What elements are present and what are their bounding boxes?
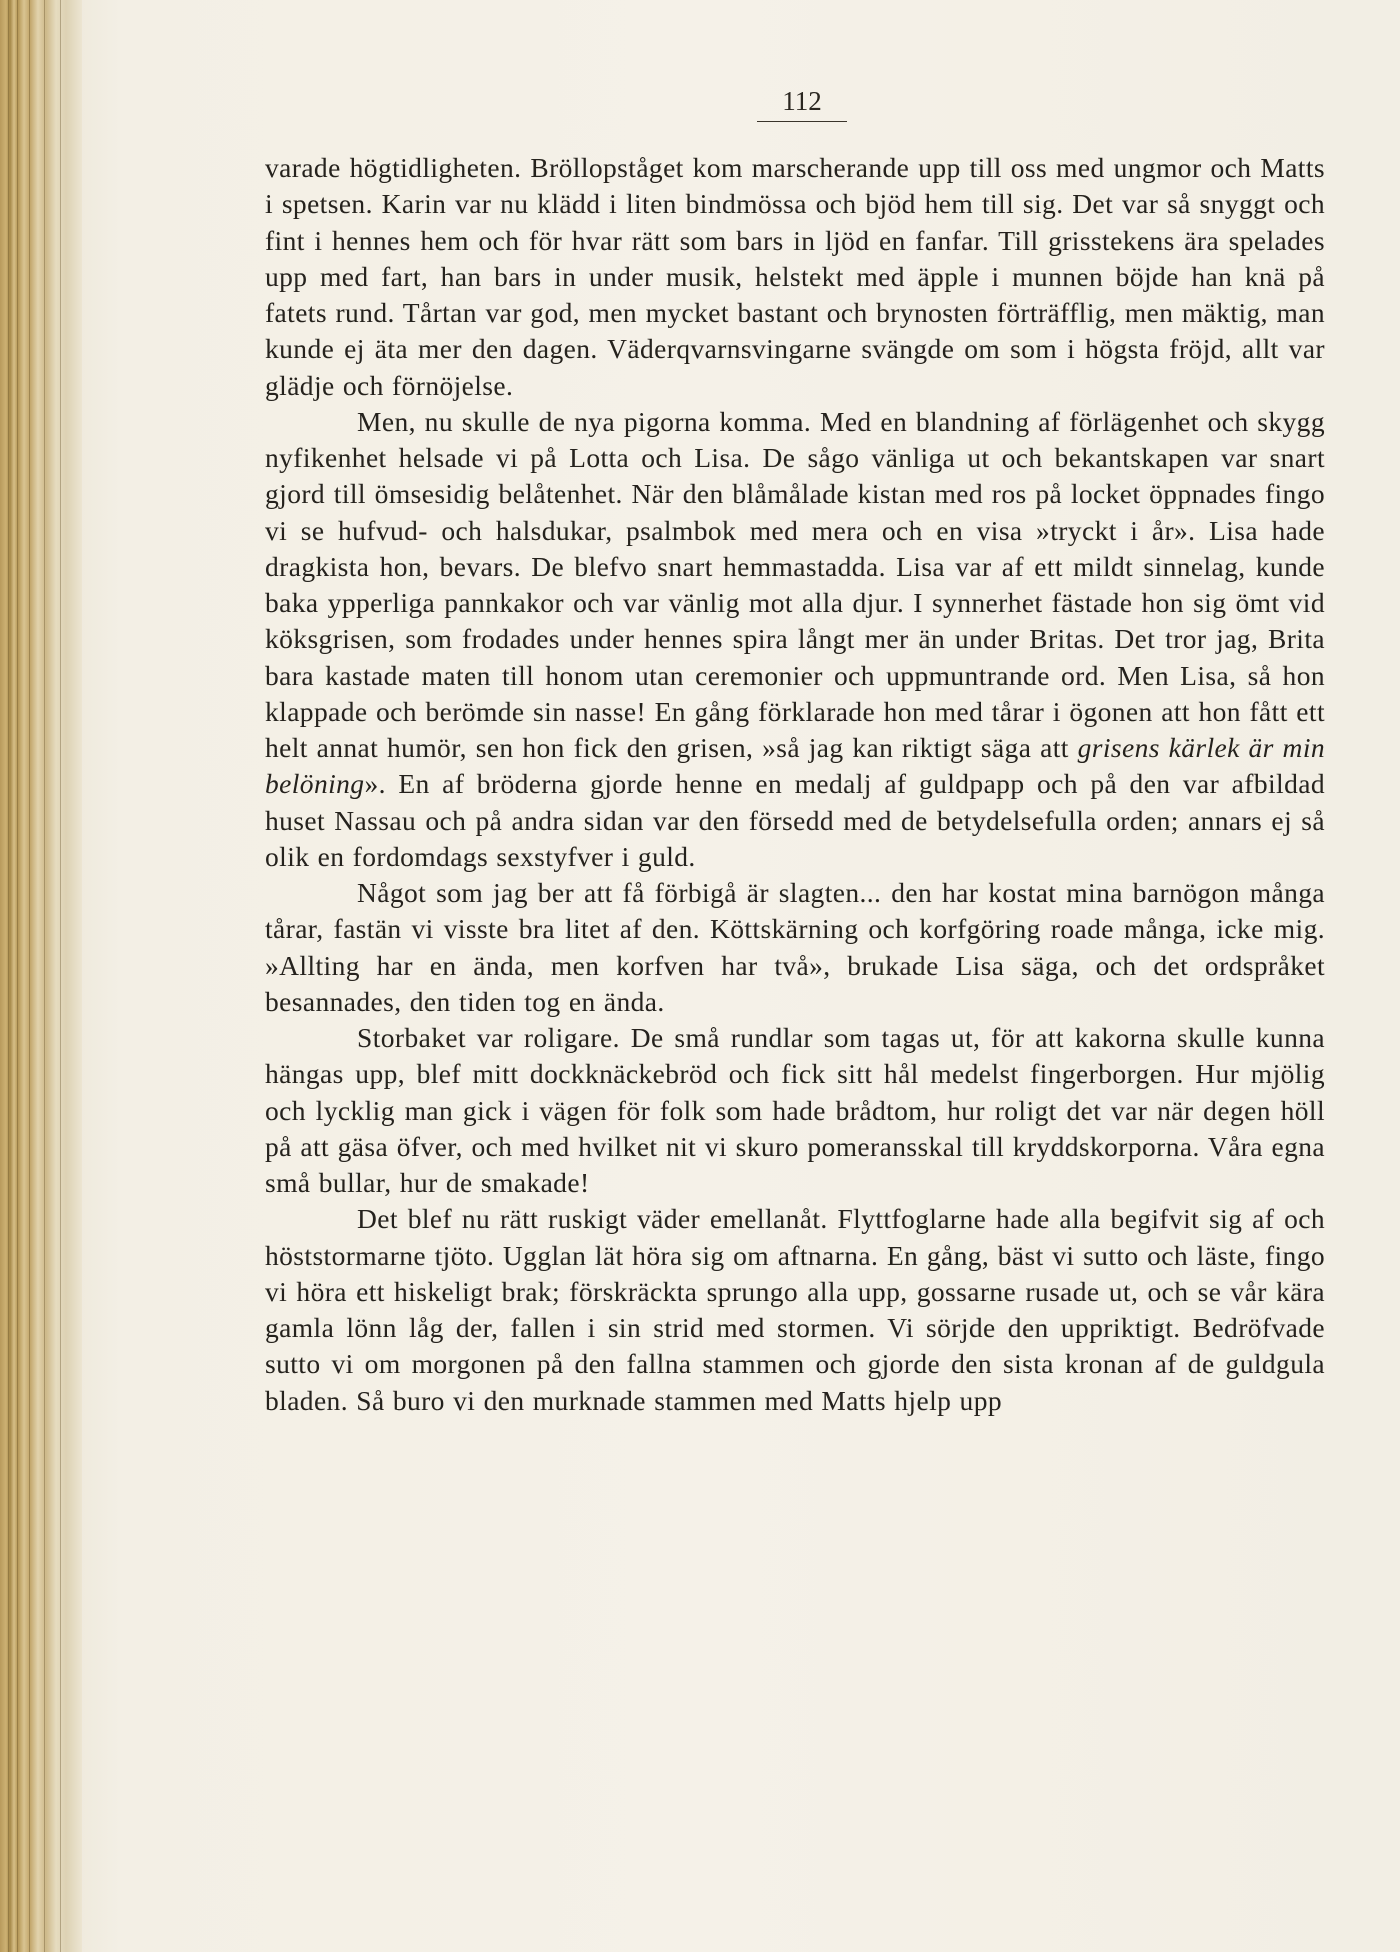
- paragraph-1: varade högtidligheten. Bröllopståget kom marscherande upp till oss med ungmor och Matts i spetsen. Karin var nu klädd i liten bindmössa och bjöd hem till sig. Det var så snyggt och fint i hennes hem och för hvar rätt som bars in ljöd en fanfar. Till grisstekens ära spelades upp med fart, han bars in under musik, helstekt med äpple i munnen böjde han knä på fatets rund. Tårtan var god, men mycket bastant och brynosten förträfflig, men mäktig, man kunde ej äta mer den dagen. Väderqvarnsvingarne svängde om som i högsta fröjd, allt var glädje och förnöjelse.: [265, 152, 1325, 401]
- page-number: 112: [757, 86, 847, 122]
- gutter-page-edge: [44, 0, 45, 1952]
- paragraph-2: [265, 404, 1325, 875]
- paragraph-5: Det blef nu rätt ruskigt väder emellanåt. Flyttfoglarne hade alla begifvit sig af och höststormarne tjöto. Ugglan lät höra sig om aftnarna. En gång, bäst vi sutto och läste, fingo vi höra ett hiskeligt brak; förskräckta sprungo alla upp, gossarne rusade ut, och se vår kära gamla lönn låg der, fallen i sin strid med stormen. Vi sörjde den uppriktigt. Bedröfvade sutto vi om morgonen på den fallna stammen och gjorde den sista kronan af de guldgula bladen. Så buro vi den murknade stammen med Matts hjelp upp: [265, 1203, 1325, 1416]
- paragraph-3: Något som jag ber att få förbigå är slagten... den har kostat mina barnögon många tårar, fastän vi visste bra litet af den. Köttskärning och korfgöring roade många, icke mig. »Allting har en ända, men korfven har två», brukade Lisa säga, och det ordspråket besannades, den tiden tog en ända.: [265, 877, 1325, 1017]
- book-gutter: [0, 0, 82, 1952]
- paragraph-4: Storbaket var roligare. De små rundlar som tagas ut, för att kakorna skulle kunna hängas upp, blef mitt dockknäckebröd och fick sitt hål medelst fingerborgen. Hur mjölig och lycklig man gick i vägen för folk som hade brådtom, hur roligt det var när degen höll på att gäsa öfver, och med hvilket nit vi skuro pomeransskal till kryddskorporna. Våra egna små bullar, hur de smakade!: [265, 1022, 1325, 1198]
- paragraph-2-text-before: Men, nu skulle de nya pigorna komma. Med en blandning af förlägenhet och skygg nyfikenhet helsade vi på Lotta och Lisa. De sågo vänliga ut och bekantskapen var snart gjord till ömsesidig belåtenhet. När den blåmålade kistan med ros på locket öppnades fingo vi se hufvud- och halsdukar, psalmbok med mera och en visa »tryckt i år». Lisa hade dragkista hon, bevars. De blefvo snart hemmastadda. Lisa var af ett mildt sinnelag, kunde baka ypperliga pannkakor och var vänlig mot alla djur. I synnerhet fästade hon sig ömt vid köksgrisen, som frodades under hennes spira långt mer än under Britas. Det tror jag, Brita bara kastade maten till honom utan ceremonier och uppmuntrande ord. Men Lisa, så hon klappade och berömde sin nasse! En gång förklarade hon med tårar i ögonen att hon fått ett helt annat humör, sen hon fick den grisen, »så jag kan riktigt säga att: [265, 405, 1325, 763]
- body-text: [265, 150, 1325, 1419]
- gutter-page-edge: [60, 0, 61, 1952]
- gutter-page-edge: [29, 0, 30, 1952]
- gutter-page-edge: [17, 0, 18, 1952]
- paragraph-2-text-after: ». En af bröderna gjorde henne en medalj af guldpapp och på den var afbildad huset Nassau och på andra sidan var den försedd med de betydelsefulla orden; annars ej så olik en fordomdags sexstyfver i guld.: [265, 768, 1325, 872]
- paragraph-2-italic-quote: grisens kärlek är min belöning: [265, 732, 1326, 800]
- gutter-page-edge: [8, 0, 9, 1952]
